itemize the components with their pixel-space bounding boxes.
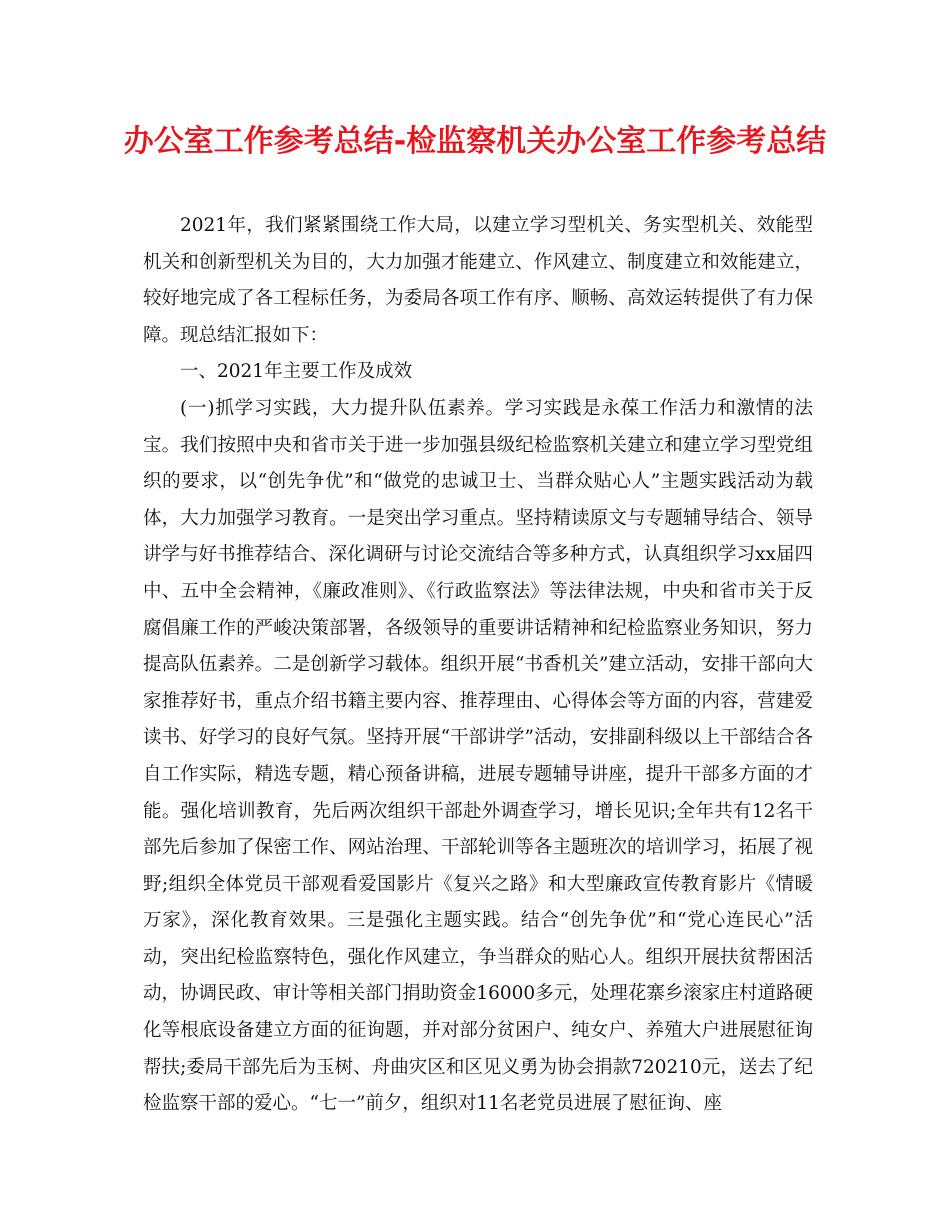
document-title: 办公室工作参考总结-检监察机关办公室工作参考总结 xyxy=(123,124,827,159)
document-body xyxy=(143,208,813,1123)
section-heading: 一、2021年主要工作及成效 xyxy=(180,361,413,383)
intro-paragraph: 2021年，我们紧紧围绕工作大局，以建立学习型机关、务实型机关、效能型机关和创新型机关为目的，大力加强才能建立、作风建立、制度建立和效能建立，较好地完成了各工程标任务，为委局各项工作有序、顺畅、高效运转提供了有力保障。现总结汇报如下： xyxy=(143,215,813,346)
body-paragraph: (一)抓学习实践，大力提升队伍素养。学习实践是永葆工作活力和激情的法宝。我们按照中央和省市关于进一步加强县级纪检监察机关建立和建立学习型党组织的要求，以“创先争优”和“做党的忠诚卫士、当群众贴心人”主题实践活动为载体，大力加强学习教育。一是突出学习重点。坚持精读原文与专题辅导结合、领导讲学与好书推荐结合、深化调研与讨论交流结合等多种方式，认真组织学习xx届四中、五中全会精神，《廉政准则》、《行政监察法》等法律法规，中央和省市关于反腐倡廉工作的严峻决策部署，各级领导的重要讲话精神和纪检监察业务知识，努力提高队伍素养。二是创新学习载体。组织开展“书香机关”建立活动，安排干部向大家推荐好书，重点介绍书籍主要内容、推荐理由、心得体会等方面的内容，营建爱读书、好学习的良好气氛。坚持开展“干部讲学”活动，安排副科级以上干部结合各自工作实际，精选专题，精心预备讲稿，进展专题辅导讲座，提升干部多方面的才能。强化培训教育，先后两次组织干部赴外调查学习，增长见识;全年共有12名干部先后参加了保密工作、网站治理、干部轮训等各主题班次的培训学习，拓展了视野;组织全体党员干部观看爱国影片《复兴之路》和大型廉政宣传教育影片《情暖万家》，深化教育效果。三是强化主题实践。结合“创先争优”和“党心连民心”活动，突出纪检监察特色，强化作风建立，争当群众的贴心人。组织开展扶贫帮困活动，协调民政、审计等相关部门捐助资金16000多元，处理花寨乡滚家庄村道路硬化等根底设备建立方面的征询题，并对部分贫困户、纯女户、养殖大户进展慰征询帮扶;委局干部先后为玉树、舟曲灾区和区见义勇为协会捐款720210元，送去了纪检监察干部的爱心。“七一”前夕，组织对11名老党员进展了慰征询、座 xyxy=(143,397,813,1115)
